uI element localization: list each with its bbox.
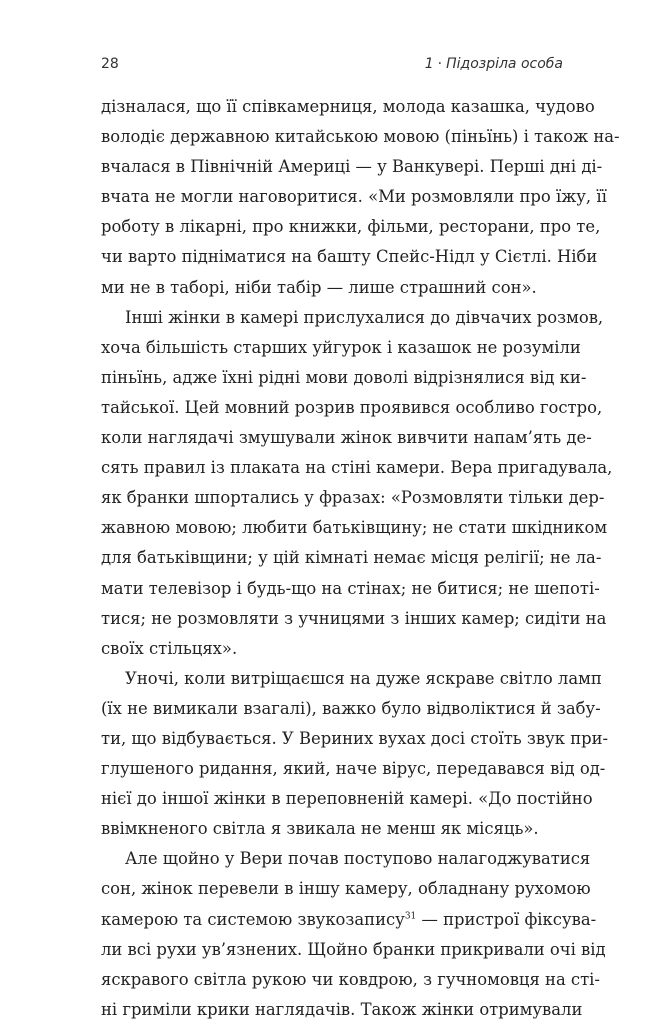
text-line: вчалася в Північній Америці — у Ванкувері. Перші дні ді- [101, 157, 603, 177]
page-number: 28 [101, 56, 119, 72]
text-line: роботу в лікарні, про книжки, фільми, ресторани, про те, [101, 217, 601, 237]
text-line: мати телевізор і будь-що на стінах; не битися; не шепоті- [101, 578, 600, 598]
text-line: Інші жінки в камері прислухалися до дівчачих розмов, [125, 307, 604, 327]
text-line: для батьківщини; у цій кімнаті немає місця релігії; не ла- [101, 548, 602, 568]
text-line: чи варто підніматися на башту Спейс-Нідл у Сієтлі. Ніби [101, 247, 598, 267]
text-line: Але щойно у Вери почав поступово налагоджуватися [125, 849, 591, 869]
chapter-title: Підозріла особа [446, 56, 563, 72]
separator: · [437, 56, 443, 72]
text-line: ввімкненого світла я звикала не менш як місяць». [101, 819, 539, 839]
chapter-number: 1 [424, 56, 434, 72]
text-line: дізналася, що її співкамерниця, молода казашка, чудово [101, 97, 595, 116]
text-line: (їх не вимикали взагалі), важко було відволіктися й забу- [101, 698, 601, 718]
footnote-reference[interactable]: 31 [404, 911, 417, 922]
text-line: вчата не могли наговоритися. «Ми розмовляли про їжу, її [101, 187, 607, 207]
page-header [101, 56, 563, 76]
text-line: піньїнь, адже їхні рідні мови доволі відрізнялися від ки- [101, 367, 587, 387]
text-line: нієї до іншої жінки в переповненій камері. «До постійно [101, 789, 593, 809]
text-line: глушеного ридання, який, наче вірус, передавався від од- [101, 759, 606, 779]
text-line: як бранки шпортались у фразах: «Розмовляти тільки дер- [101, 488, 605, 508]
text-line: тайської. Цей мовний розрив проявився особливо гостро, [101, 397, 603, 417]
text-line: ти, що відбувається. У Вериних вухах досі стоїть звук при- [101, 728, 609, 748]
text-line: яскравого світла рукою чи ковдрою, з гучномовця на сті- [101, 969, 600, 989]
text-line: сон, жінок перевели в іншу камеру, обладнану рухомою [101, 879, 591, 899]
text-line: тися; не розмовляти з учницями з інших камер; сидіти на [101, 608, 607, 628]
text-line-with-footnote [101, 905, 597, 935]
text-line: ні гриміли крики наглядачів. Також жінки отримували [101, 999, 583, 1019]
text-line: хоча більшість старших уйгурок і казашок не розуміли [101, 337, 581, 357]
footnote-line-after: — пристрої фіксува- [416, 909, 597, 929]
footnote-line-before: камерою та системою звукозапису [101, 909, 405, 929]
text-line: володіє державною китайською мовою (піньїнь) і також на- [101, 127, 620, 147]
text-line: сять правил із плаката на стіні камери. Вера пригадувала, [101, 458, 613, 478]
text-line: коли наглядачі змушували жінок вивчити напам’ять де- [101, 428, 592, 448]
running-head [425, 56, 563, 72]
text-line: своїх стільцях». [101, 638, 238, 658]
text-line: ли всі рухи ув’язнених. Щойно бранки прикривали очі від [101, 939, 606, 959]
text-line: ми не в таборі, ніби табір — лише страшний сон». [101, 277, 537, 297]
body-text [101, 92, 620, 1025]
text-line: жавною мовою; любити батьківщину; не стати шкідником [101, 518, 608, 538]
text-line: Уночі, коли витріщаєшся на дуже яскраве світло ламп [125, 668, 602, 688]
